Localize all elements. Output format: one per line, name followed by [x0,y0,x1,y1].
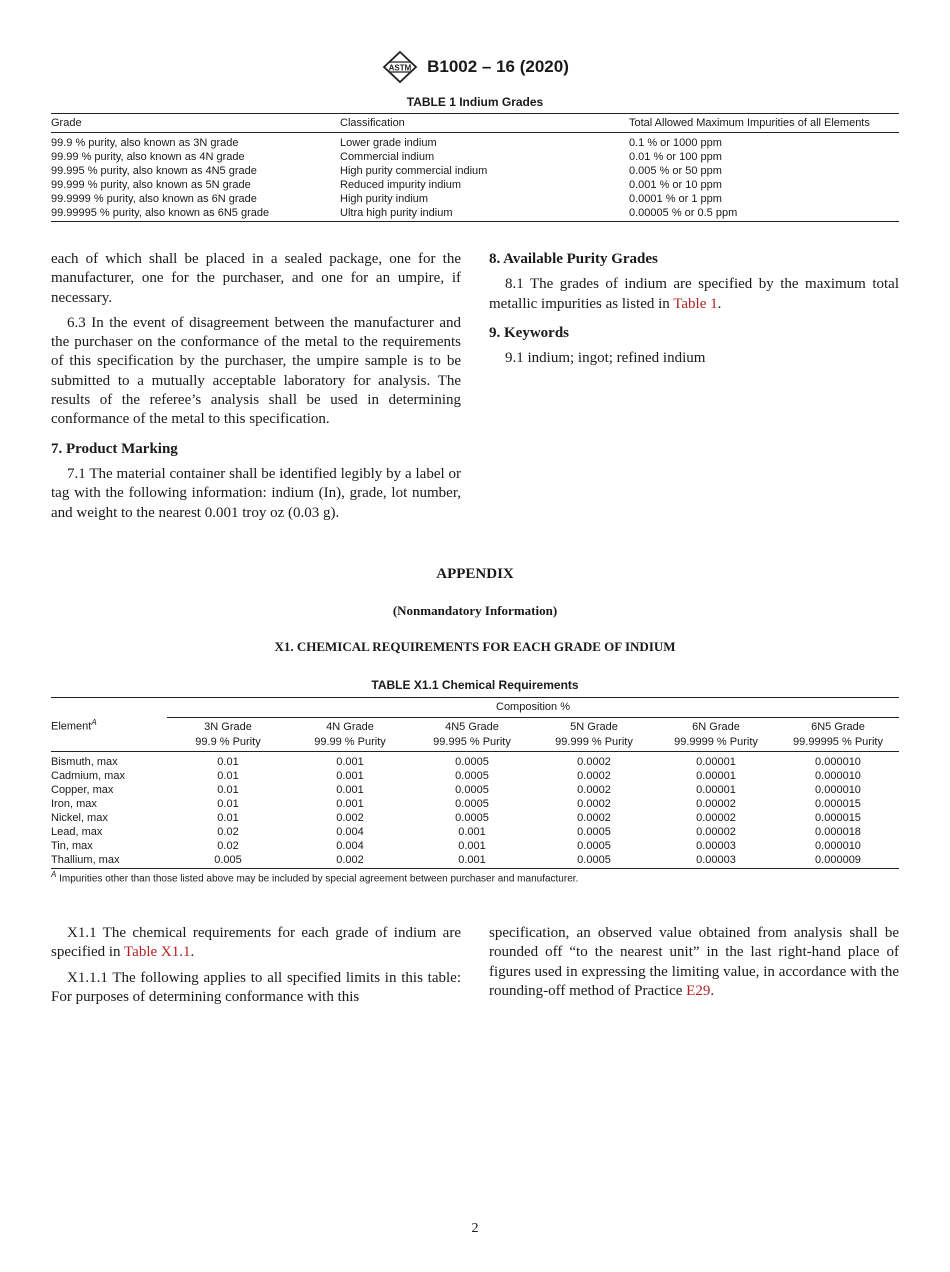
page-number: 2 [471,1221,479,1236]
table1-caption: TABLE 1 Indium Grades [406,95,544,109]
value-cell: 0.0005 [577,826,611,838]
column-header-grade [289,718,411,752]
value-cell: 0.00002 [696,826,736,838]
column-header-grade [167,718,289,752]
table-cell: Ultra high purity indium [340,206,629,222]
column-header-grade: Grade [51,114,340,133]
table-row [51,797,899,811]
value-cell: 0.001 [411,853,533,869]
section-heading-7: 7. Product Marking [51,440,178,457]
table-cell: High purity commercial indium [340,165,488,177]
table-cell: 99.9999 % purity, also known as 6N grade [51,193,257,205]
column-header-grade [655,718,777,752]
element-cell: Tin, max [51,840,93,852]
table-cell: 0.01 % or 100 ppm [629,151,722,163]
table-cell: 0.005 % or 50 ppm [629,165,722,177]
paragraph-x1-1-1: X1.1.1 The following applies to all specified limits in this table: For purposes of determining conformance with this [51,969,461,1005]
paragraph-x1-1-text: X1.1 The chemical requirements for each grade of indium are specified in [51,925,461,961]
value-cell: 0.0002 [577,812,611,824]
paragraph-6-2-continued: each of which shall be placed in a sealed package, one for the manufacturer, one for the purchaser, and one for an umpire, if necessary. [51,251,461,306]
value-cell: 0.000018 [815,826,861,838]
bottom-left-column [51,924,461,1013]
value-cell: 0.0002 [577,756,611,768]
value-cell: 0.00003 [655,853,777,869]
grade-label: 3N Grade [204,721,252,733]
value-cell: 0.01 [217,770,239,782]
footnote-marker: A [51,870,57,879]
e29-link[interactable]: E29 [686,982,711,999]
table-cell: 0.00005 % or 0.5 ppm [629,206,899,222]
element-cell: Bismuth, max [51,756,118,768]
purity-label: 99.995 % Purity [433,736,511,748]
value-cell: 0.01 [217,756,239,768]
table-row [51,825,899,839]
element-header-text: Element [51,720,92,733]
table-row [51,150,899,164]
grade-label: 4N5 Grade [445,721,499,733]
table-row [51,769,899,783]
table-row [51,192,899,206]
value-cell: 0.0005 [455,756,489,768]
value-cell: 0.00001 [696,756,736,768]
footnote-text: Impurities other than those listed above may be included by special agreement between purchaser and manufacturer. [56,873,579,885]
value-cell: 0.0002 [577,770,611,782]
grade-label: 5N Grade [570,721,618,733]
value-cell: 0.02 [217,826,239,838]
value-cell: 0.001 [336,798,364,810]
paragraph-7-1: 7.1 The material container shall be identified legibly by a label or tag with the following information: indium (In), grade, lot number, and weight to the nearest 0.001 troy oz (0.03 g). [51,465,461,521]
grade-label: 6N Grade [692,721,740,733]
grade-label: 4N Grade [326,721,374,733]
column-header-classification: Classification [340,114,629,133]
left-column [51,250,461,529]
value-cell: 0.00003 [696,840,736,852]
table-cell: 0.1 % or 1000 ppm [629,137,722,149]
column-header-impurities: Total Allowed Maximum Impurities of all Elements [629,114,899,133]
table-cell: Commercial indium [340,151,435,163]
value-cell: 0.01 [217,784,239,796]
table-cell: 99.9 % purity, also known as 3N grade [51,137,239,149]
table-indium-grades [51,113,899,222]
value-cell: 0.002 [289,853,411,869]
value-cell: 0.000015 [815,798,861,810]
table-row [51,206,899,222]
bottom-right-column [489,924,899,1007]
appendix-title: APPENDIX [436,566,514,582]
table-cell: Reduced impurity indium [340,179,462,191]
paragraph-x1-1-1-continued [489,924,899,1001]
paragraph-8-1 [489,275,899,314]
table-x1-1-caption: TABLE X1.1 Chemical Requirements [371,678,579,692]
paragraph-8-1-text: 8.1 The grades of indium are specified by the maximum total metallic impurities as listed in [489,276,899,312]
paragraph-continued-text: specification, an observed value obtained from analysis shall be rounded off “to the nearest unit” in the last right-hand place of figures used in expressing the limiting value, in accordance with the rounding-off method of Practice [489,925,899,999]
value-cell: 0.000010 [815,784,861,796]
paragraph-continued-end: . [710,982,715,999]
value-cell: 0.001 [336,784,364,796]
value-cell: 0.0005 [577,840,611,852]
value-cell: 0.00001 [696,784,736,796]
element-cell: Copper, max [51,784,114,796]
value-cell: 0.0002 [577,798,611,810]
value-cell: 0.001 [458,826,486,838]
footnote-marker: A [91,717,97,727]
appendix-subtitle: (Nonmandatory Information) [392,603,558,618]
element-cell: Lead, max [51,826,103,838]
table-cell: 99.99 % purity, also known as 4N grade [51,151,245,163]
grade-label: 6N5 Grade [811,721,865,733]
table-cell: High purity indium [340,193,429,205]
value-cell: 0.0005 [455,812,489,824]
value-cell: 0.01 [217,798,239,810]
table-cell: Lower grade indium [340,137,437,149]
value-cell: 0.004 [336,840,364,852]
table-cell: 99.99995 % purity, also known as 6N5 grade [51,206,340,222]
table-row [51,133,899,151]
value-cell: 0.0002 [577,784,611,796]
purity-label: 99.9999 % Purity [674,736,758,748]
value-cell: 0.000010 [815,840,861,852]
section-heading-8: 8. Available Purity Grades [489,251,658,267]
value-cell: 0.000015 [815,812,861,824]
right-column [489,250,899,374]
value-cell: 0.004 [336,826,364,838]
table-row [51,783,899,797]
column-header-grade [777,718,899,752]
value-cell: 0.001 [336,756,364,768]
value-cell: 0.000009 [777,853,899,869]
element-cell: Thallium, max [51,853,167,869]
paragraph-8-1-end: . [717,295,722,312]
value-cell: 0.001 [458,840,486,852]
column-header-composition: Composition % [167,698,899,718]
value-cell: 0.00001 [696,770,736,782]
table-chemical-requirements [51,697,899,869]
table-row [51,853,899,869]
paragraph-6-3: 6.3 In the event of disagreement between the manufacturer and the purchaser on the conformance of the metal to the requirements of this specification by the purchaser, the umpire sample is to be submitted to a mutually acceptable laboratory for analysis. The results of the referee’s analysis shall be used in determining conformance of the metal to this specification. [51,314,461,428]
table-cell: 99.999 % purity, also known as 5N grade [51,179,251,191]
value-cell: 0.00002 [696,812,736,824]
value-cell: 0.000010 [815,756,861,768]
paragraph-9-1: 9.1 indium; ingot; refined indium [505,350,706,367]
paragraph-x1-1-end: . [190,944,195,961]
value-cell: 0.0005 [455,784,489,796]
table-row [51,839,899,853]
table-footnote [51,870,578,884]
value-cell: 0.002 [336,812,364,824]
column-header-grade [411,718,533,752]
table-row [51,178,899,192]
value-cell: 0.005 [167,853,289,869]
column-header-grade [533,718,655,752]
svg-text:ASTM: ASTM [388,63,412,73]
value-cell: 0.02 [217,840,239,852]
table-row [51,752,899,770]
table-row [51,811,899,825]
purity-label: 99.999 % Purity [555,736,633,748]
value-cell: 0.000010 [815,770,861,782]
table-cell: 0.0001 % or 1 ppm [629,193,722,205]
element-cell: Nickel, max [51,812,108,824]
value-cell: 0.001 [336,770,364,782]
table-cell: 0.001 % or 10 ppm [629,179,722,191]
astm-logo-icon [381,50,419,84]
purity-label: 99.99 % Purity [314,736,386,748]
element-cell: Iron, max [51,798,97,810]
section-heading-9: 9. Keywords [489,324,569,341]
table-x1-1-link[interactable]: Table X1.1 [124,944,191,961]
column-header-element [51,698,167,752]
x1-heading: X1. CHEMICAL REQUIREMENTS FOR EACH GRADE OF INDIUM [274,639,676,654]
table-cell: 99.995 % purity, also known as 4N5 grade [51,165,257,177]
value-cell: 0.01 [217,812,239,824]
purity-label: 99.9 % Purity [195,736,261,748]
paragraph-x1-1 [51,924,461,963]
value-cell: 0.0005 [533,853,655,869]
purity-label: 99.99995 % Purity [793,736,883,748]
table-1-link[interactable]: Table 1 [673,295,718,312]
value-cell: 0.0005 [455,770,489,782]
page-header [0,50,950,84]
value-cell: 0.0005 [455,798,489,810]
element-cell: Cadmium, max [51,770,125,782]
document-designation: B1002 – 16 (2020) [427,57,569,76]
table-header-row [51,114,899,133]
value-cell: 0.00002 [696,798,736,810]
table-row [51,164,899,178]
